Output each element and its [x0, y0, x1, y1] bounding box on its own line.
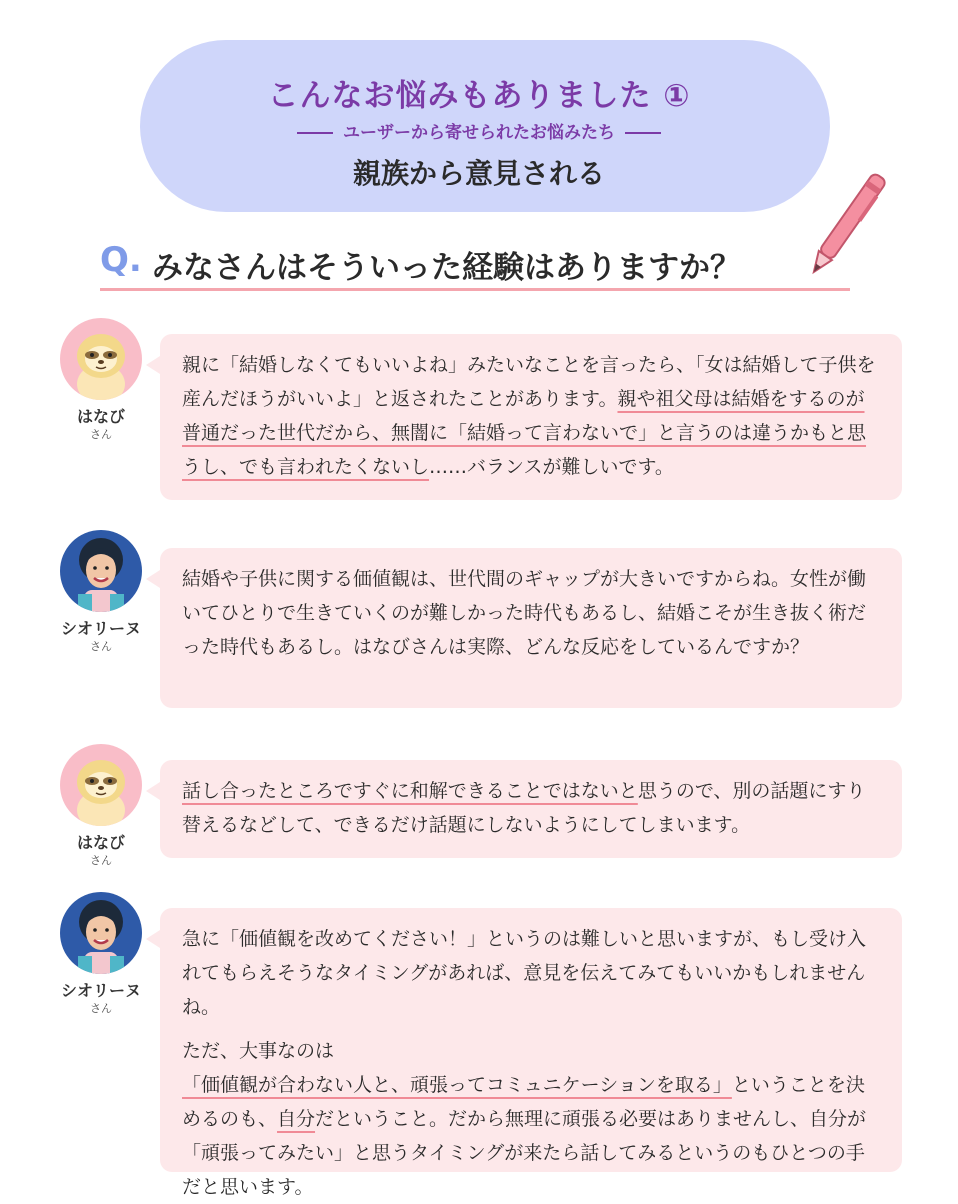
shiorine-avatar	[60, 892, 142, 974]
message-text: だということ。だから無理に頑張る必要はありませんし、自分が「頑張ってみたい」と思うタイミングが来たら話してみるというのもひとつの手だと思います。	[182, 1108, 867, 1198]
message-text: ということを決めるのも、	[182, 1074, 865, 1130]
person-icon	[60, 892, 142, 974]
speaker-name: はなび	[76, 407, 125, 426]
message-text: 急に「価値観を改めてください！」というのは難しいと思いますが、もし受け入れてもらえそうなタイミングがあれば、意見を伝えてみてもいいかもしれませんね。	[182, 928, 867, 1018]
subtitle-dash-right	[625, 132, 661, 134]
message-paragraph	[182, 922, 880, 1024]
message-text: 思うので、別の話題にすり替えるなどして、できるだけ話題にしないようにしてしまいます。	[182, 780, 866, 836]
question-text: みなさんはそういった経験はありますか？	[152, 250, 741, 286]
topic-heading: 親族から意見される	[352, 157, 605, 190]
sloth-icon	[60, 318, 142, 400]
subtitle-text: ユーザーから寄せられたお悩みたち	[343, 123, 615, 143]
highlighted-text: 自分	[277, 1108, 316, 1130]
shiorine-avatar	[60, 530, 142, 612]
message-paragraph	[182, 348, 880, 484]
subtitle-dash-left	[297, 132, 333, 134]
message-paragraph	[182, 774, 880, 842]
message-text: 親に「結婚しなくてもいいよね」みたいなことを言ったら、「女は結婚して子供を産んだほうがいいよ」と返されたことがあります。	[182, 354, 876, 410]
sloth-avatar	[60, 318, 142, 400]
message-text: 結婚や子供に関する価値観は、世代間のギャップが大きいですからね。女性が働いてひとりで生きていくのが難しかった時代もあるし、結婚こそが生き抜く術だった時代もあるし。はなびさんは実際、どんな反応をしているんですか？	[182, 568, 867, 658]
sloth-icon	[60, 744, 142, 826]
speaker-name: シオリーヌ	[60, 981, 141, 1000]
speaker-name: シオリーヌ	[60, 619, 141, 638]
sloth-avatar	[60, 744, 142, 826]
page-title: こんなお悩みもありました ①	[267, 78, 691, 114]
message-bubble	[160, 908, 902, 1198]
person-icon	[60, 530, 142, 612]
highlighted-text: 話し合ったところですぐに和解できることではないと	[182, 780, 638, 802]
message-paragraph	[182, 1034, 880, 1204]
speaker-honorific: さん	[90, 854, 112, 867]
speaker-name: はなび	[76, 833, 125, 852]
message-text: ……バランスが難しいです。	[429, 456, 674, 478]
message-bubble	[160, 334, 902, 500]
highlighted-text: 「価値観が合わない人と、頑張ってコミュニケーションを取る」	[182, 1074, 732, 1096]
speaker-honorific: さん	[90, 428, 112, 441]
message-text: ただ、大事なのは	[182, 1040, 335, 1062]
q-mark: Q.	[100, 240, 142, 280]
speaker-honorific: さん	[90, 640, 112, 653]
speaker-honorific: さん	[90, 1002, 112, 1015]
message-bubble	[160, 548, 902, 708]
question-heading	[100, 240, 850, 291]
message-bubble	[160, 760, 902, 858]
message-paragraph	[182, 562, 880, 664]
highlighted-text: 親や祖父母は結婚をするのが普通だった世代だから、無闇に「結婚って言わないで」と言うのは違うかもと思うし、でも言われたくないし	[182, 388, 867, 478]
page-subtitle	[0, 118, 958, 143]
